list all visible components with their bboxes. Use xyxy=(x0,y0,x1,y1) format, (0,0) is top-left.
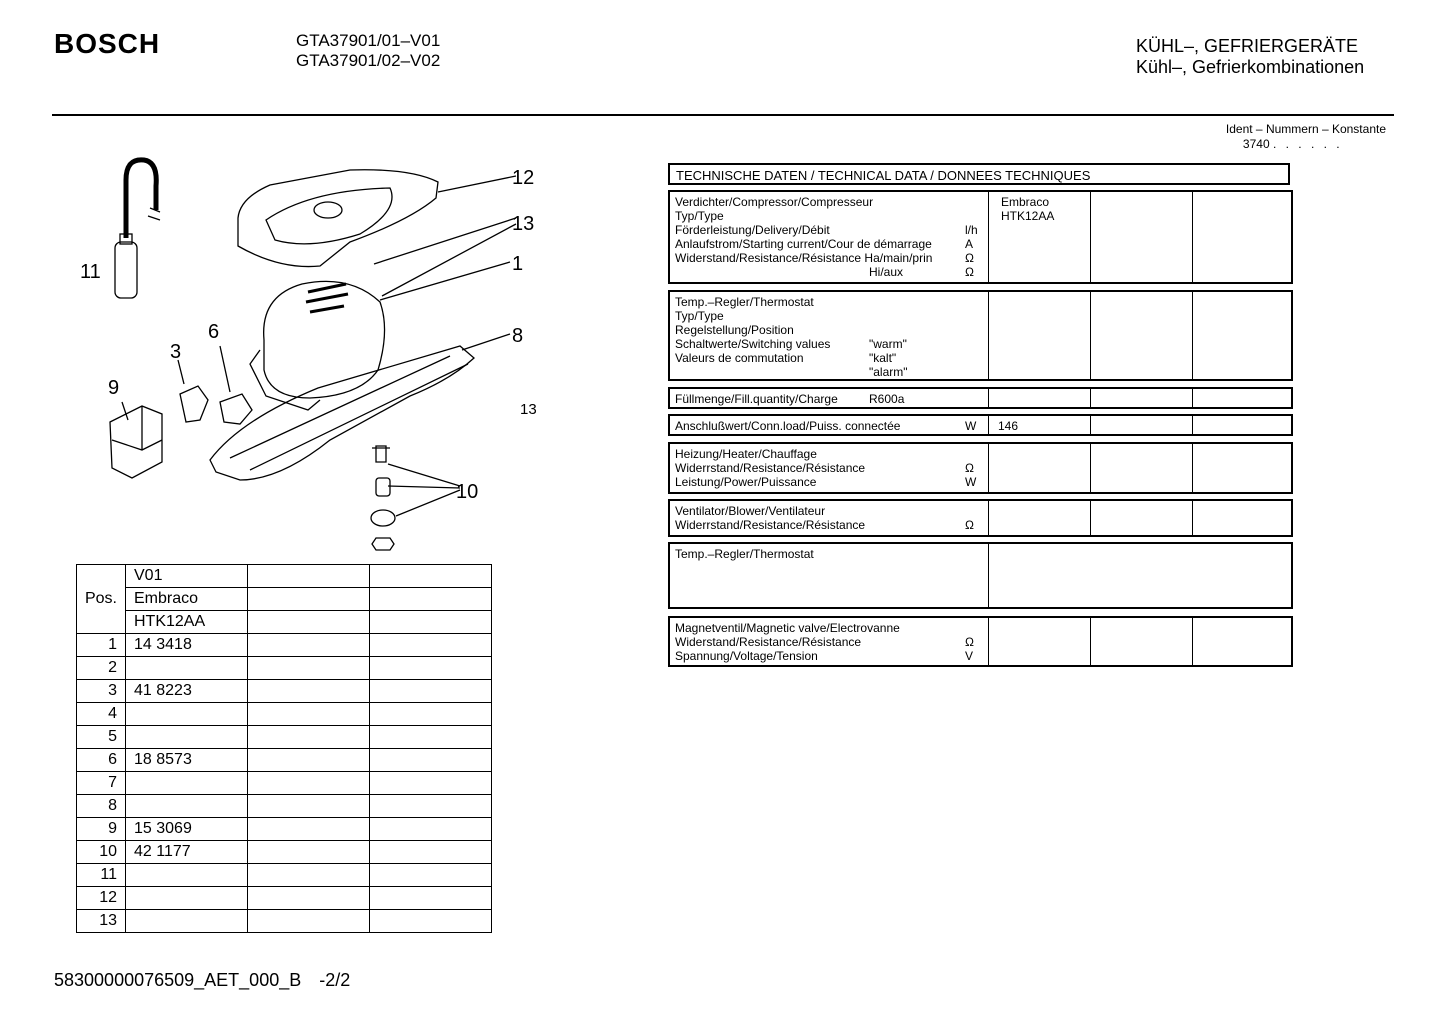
spec-label: Temp.–Regler/Thermostat xyxy=(675,547,814,561)
charge-label xyxy=(670,389,989,407)
part-number-cell xyxy=(370,818,492,841)
spec-label: Heizung/Heater/Chauffage xyxy=(675,447,817,461)
heater-block xyxy=(668,442,1293,494)
spec-label: "kalt" xyxy=(869,351,897,365)
spec-label: Temp.–Regler/Thermostat xyxy=(675,295,814,309)
part-number-cell xyxy=(370,910,492,933)
empty-cell xyxy=(989,292,1091,379)
table-cell xyxy=(248,588,370,611)
part-number-cell xyxy=(248,841,370,864)
spec-label: Typ/Type xyxy=(675,209,724,223)
table-row xyxy=(77,680,492,703)
spec-label: Ventilator/Blower/Ventilateur xyxy=(675,504,826,518)
callout-10: 11 xyxy=(80,261,101,283)
spec-unit: Ω xyxy=(965,251,974,265)
empty-cell xyxy=(1193,618,1291,665)
part-number-cell xyxy=(370,680,492,703)
table-header-row xyxy=(77,588,492,611)
part-number-cell xyxy=(126,772,248,795)
table-row xyxy=(77,841,492,864)
table-row xyxy=(77,749,492,772)
part-number-cell xyxy=(126,726,248,749)
part-number-cell: 18 8573 xyxy=(126,749,248,772)
table-cell xyxy=(370,611,492,634)
spec-unit: l/h xyxy=(965,223,978,237)
relay xyxy=(180,386,208,422)
part-number-cell xyxy=(248,772,370,795)
thermostat2-label xyxy=(670,544,989,607)
ident-label: Ident – Nummern – Konstante xyxy=(1225,122,1386,136)
table-cell: Embraco xyxy=(126,588,248,611)
table-row xyxy=(77,818,492,841)
pos-number: 10 xyxy=(77,841,126,864)
load-value: 146 xyxy=(989,416,1091,434)
part-number-cell: 14 3418 xyxy=(126,634,248,657)
pos-number: 9 xyxy=(77,818,126,841)
spec-label: Anlaufstrom/Starting current/Cour de démarrage xyxy=(675,237,932,251)
spec-unit: W xyxy=(965,475,977,489)
callout-8: 8 xyxy=(512,325,524,347)
part-number-cell xyxy=(370,795,492,818)
spec-value: HTK12AA xyxy=(1001,209,1055,223)
table-row xyxy=(77,703,492,726)
table-row xyxy=(77,864,492,887)
pos-number: 5 xyxy=(77,726,126,749)
part-number-cell xyxy=(126,703,248,726)
compressor-block xyxy=(668,190,1293,284)
blower-labels xyxy=(670,501,989,535)
document-footer xyxy=(54,970,350,991)
callout-6: 9 xyxy=(108,377,120,399)
table-cell xyxy=(370,588,492,611)
category-line: KÜHL–, GEFRIERGERÄTE xyxy=(1136,36,1359,56)
part-number-cell xyxy=(370,703,492,726)
spec-label: Widerstand/Resistance/Résistance Ha/main/prin xyxy=(675,251,933,265)
spec-label: Spannung/Voltage/Tension xyxy=(675,649,818,663)
pos-number: 12 xyxy=(77,887,126,910)
empty-cell xyxy=(1193,501,1291,535)
pos-number: 2 xyxy=(77,657,126,680)
model-number: GTA37901/01–V01 xyxy=(296,31,441,50)
table-row xyxy=(77,657,492,680)
spec-label: Widerrstand/Resistance/Résistance xyxy=(675,518,866,532)
spec-label: "warm" xyxy=(869,337,907,351)
part-number-cell xyxy=(370,726,492,749)
part-number-cell xyxy=(370,887,492,910)
valve-block xyxy=(668,616,1293,667)
ident-dots: . . . . . . xyxy=(1272,137,1343,151)
part-number-cell xyxy=(248,818,370,841)
empty-cell xyxy=(1193,444,1291,492)
spec-unit: Ω xyxy=(965,635,974,649)
table-row xyxy=(77,795,492,818)
callout-1: 1 xyxy=(512,253,524,275)
spec-unit: W xyxy=(965,419,977,433)
part-number-cell xyxy=(126,864,248,887)
empty-cell xyxy=(1193,389,1291,407)
part-number-cell xyxy=(126,910,248,933)
load-block xyxy=(668,414,1293,436)
empty-cell xyxy=(1091,444,1193,492)
empty-cell xyxy=(989,444,1091,492)
compressor-labels xyxy=(670,192,989,282)
capacitor-wire xyxy=(126,160,156,238)
spec-unit: Ω xyxy=(965,518,974,532)
pos-number: 4 xyxy=(77,703,126,726)
part-number-cell xyxy=(248,726,370,749)
callout-13: 13 xyxy=(520,401,537,418)
part-number-cell xyxy=(248,795,370,818)
spec-label: Magnetventil/Magnetic valve/Electrovanne xyxy=(675,621,900,635)
capacitor-body xyxy=(115,242,137,298)
spec-unit: Ω xyxy=(965,461,974,475)
pos-number: 11 xyxy=(77,864,126,887)
callout-9: 10 xyxy=(456,481,479,503)
empty-cell xyxy=(1091,501,1193,535)
part-number-cell xyxy=(370,841,492,864)
empty-cell xyxy=(1193,192,1291,282)
category-line: Kühl–, Gefrierkombinationen xyxy=(1136,57,1365,77)
part-number-cell xyxy=(248,864,370,887)
document-id: 58300000076509_AET_000_B xyxy=(54,970,302,990)
compressor-value xyxy=(989,192,1091,282)
product-category xyxy=(1136,36,1364,78)
thermostat-block xyxy=(668,290,1293,381)
table-row xyxy=(77,726,492,749)
empty-cell xyxy=(1091,292,1193,379)
ident-block xyxy=(1140,122,1386,152)
pos-number: 1 xyxy=(77,634,126,657)
callout-5: 6 xyxy=(208,321,220,343)
part-number-cell: 42 1177 xyxy=(126,841,248,864)
pos-number: 3 xyxy=(77,680,126,703)
model-numbers xyxy=(296,31,440,71)
part-number-cell xyxy=(248,703,370,726)
brand-logo: BOSCH xyxy=(54,28,161,59)
model-number: GTA37901/02–V02 xyxy=(296,51,441,70)
part-number-cell: 41 8223 xyxy=(126,680,248,703)
part-number-cell xyxy=(126,887,248,910)
pos-number: 6 xyxy=(77,749,126,772)
table-cell: V01 xyxy=(126,565,248,588)
mounting-nut xyxy=(372,538,394,550)
part-number-cell xyxy=(370,634,492,657)
empty-cell xyxy=(989,501,1091,535)
part-number-cell xyxy=(370,772,492,795)
empty-cell xyxy=(1091,192,1193,282)
spec-label: Verdichter/Compressor/Compresseur xyxy=(675,195,874,209)
part-number-cell xyxy=(126,795,248,818)
empty-cell xyxy=(1091,618,1193,665)
overload-protector xyxy=(220,394,252,424)
spec-label: Typ/Type xyxy=(675,309,724,323)
part-number-cell xyxy=(370,749,492,772)
pos-number: 8 xyxy=(77,795,126,818)
part-number-cell xyxy=(248,680,370,703)
empty-cell xyxy=(989,544,1291,607)
blower-block xyxy=(668,499,1293,537)
spec-label: Füllmenge/Fill.quantity/Charge xyxy=(675,392,838,406)
thermostat-labels xyxy=(670,292,989,379)
spec-label: Widerrstand/Resistance/Résistance xyxy=(675,461,866,475)
charge-block xyxy=(668,387,1293,409)
table-cell: HTK12AA xyxy=(126,611,248,634)
spec-label: Förderleistung/Delivery/Débit xyxy=(675,223,830,237)
empty-cell xyxy=(1091,389,1193,407)
table-header-row xyxy=(77,611,492,634)
part-number-cell xyxy=(248,749,370,772)
table-header-row xyxy=(77,565,492,588)
pos-number: 13 xyxy=(77,910,126,933)
spec-unit: V xyxy=(965,649,974,663)
callout-3: 3 xyxy=(170,341,182,363)
ident-value: 3740 xyxy=(1242,137,1270,151)
table-row xyxy=(77,772,492,795)
spec-label: Schaltwerte/Switching values xyxy=(675,337,831,351)
header-divider xyxy=(52,114,1394,116)
spec-value: R600a xyxy=(869,392,905,406)
callout-12: 13 xyxy=(512,213,535,235)
part-number-cell xyxy=(248,910,370,933)
table-cell xyxy=(248,565,370,588)
mounting-bolt xyxy=(372,446,390,462)
spec-label: Regelstellung/Position xyxy=(675,323,794,337)
thermostat2-block xyxy=(668,542,1293,609)
table-cell xyxy=(370,565,492,588)
part-number-cell xyxy=(370,864,492,887)
table-row xyxy=(77,910,492,933)
spec-label: Valeurs de commutation xyxy=(675,351,804,365)
parts-table xyxy=(76,564,492,933)
heater-labels xyxy=(670,444,989,492)
empty-cell xyxy=(1091,416,1193,434)
pos-number: 7 xyxy=(77,772,126,795)
spec-label: Anschlußwert/Conn.load/Puiss. connectée xyxy=(675,419,901,433)
table-row xyxy=(77,887,492,910)
part-number-cell: 15 3069 xyxy=(126,818,248,841)
part-number-cell xyxy=(248,657,370,680)
empty-cell xyxy=(1193,292,1291,379)
spec-unit: Ω xyxy=(965,265,974,279)
page-number: -2/2 xyxy=(319,970,351,990)
spec-unit: A xyxy=(965,237,974,251)
spec-label: Hi/aux xyxy=(869,265,904,279)
part-number-cell xyxy=(248,634,370,657)
spec-value: Embraco xyxy=(1001,195,1050,209)
table-cell xyxy=(248,611,370,634)
part-number-cell xyxy=(370,657,492,680)
empty-cell xyxy=(989,618,1091,665)
spec-label: Widerstand/Resistance/Résistance xyxy=(675,635,862,649)
load-label xyxy=(670,416,989,434)
part-number-cell xyxy=(126,657,248,680)
exploded-parts-diagram xyxy=(70,150,540,560)
valve-labels xyxy=(670,618,989,665)
mounting-sleeve xyxy=(376,478,390,496)
pos-header: Pos. xyxy=(77,565,126,634)
spec-label: "alarm" xyxy=(869,365,908,379)
spec-label: Leistung/Power/Puissance xyxy=(675,475,817,489)
empty-cell xyxy=(989,389,1091,407)
callout-11: 12 xyxy=(512,167,535,189)
empty-cell xyxy=(1193,416,1291,434)
table-row xyxy=(77,634,492,657)
rubber-grommet xyxy=(371,510,395,526)
part-number-cell xyxy=(248,887,370,910)
ident-value-line xyxy=(1140,137,1386,152)
tech-data-title: TECHNISCHE DATEN / TECHNICAL DATA / DONNEES TECHNIQUES xyxy=(668,163,1290,185)
